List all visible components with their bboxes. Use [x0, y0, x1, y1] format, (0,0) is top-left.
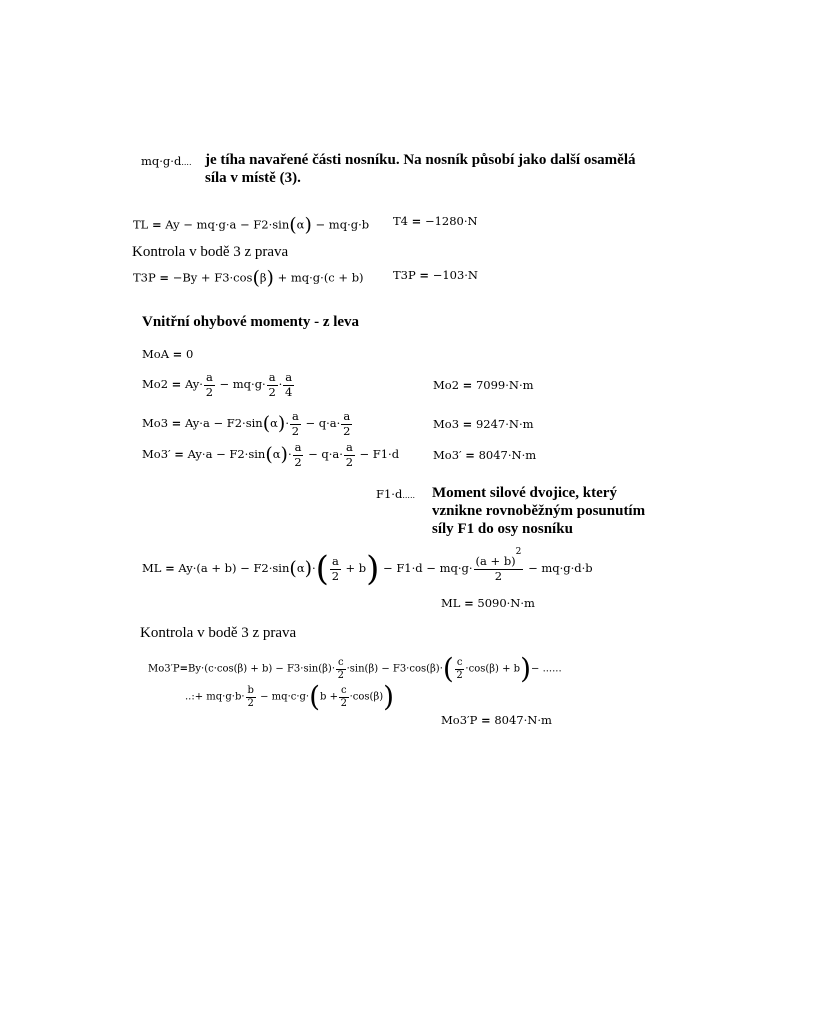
tl-alpha: α: [296, 217, 305, 232]
fraction: [455, 658, 465, 681]
denominator: 2: [331, 568, 340, 583]
mo3prime-lhs: Mo3′: [142, 447, 171, 461]
mo3-part-1: Ay·a − F2·sin: [184, 416, 263, 430]
numerator: a: [331, 554, 339, 568]
equals-sign: =: [464, 596, 474, 610]
mo3p-equation-line2: [185, 680, 395, 713]
mo3-lhs: Mo3: [142, 416, 169, 430]
equals-sign: =: [462, 417, 473, 431]
equals-sign: =: [171, 377, 182, 391]
mo3p-line2-part-3: b +: [320, 691, 339, 703]
mo3prime-part-2: ·: [287, 447, 292, 461]
denominator: 2: [494, 568, 503, 583]
mo3-alpha: α: [270, 416, 278, 430]
equals-sign: =: [172, 347, 183, 361]
numerator: a: [343, 409, 351, 423]
denominator: 2: [291, 423, 300, 438]
numerator: a: [268, 370, 276, 384]
ml-result-name: ML: [441, 596, 461, 610]
tl-rhs-1: Ay − mq·g·a − F2·sin: [165, 217, 290, 232]
equals-sign: =: [159, 270, 170, 285]
mo3p-line1-part-1: By·(c·cos(β) + b) − F3·sin(β)·: [188, 663, 335, 675]
ml-part-3: + b: [345, 561, 367, 575]
mo3prime-result-name: Mo3′: [433, 448, 462, 462]
mo2-result-name: Mo2: [433, 378, 460, 392]
paren-open: (: [289, 214, 297, 236]
fraction: [341, 411, 352, 437]
mo2-equation: [142, 372, 295, 398]
paren-close: ): [304, 214, 312, 236]
denominator: 2: [345, 454, 354, 469]
numerator: a: [294, 440, 302, 454]
fraction: [290, 411, 301, 437]
equals-sign: =: [171, 416, 182, 430]
mo3-result: [433, 419, 534, 431]
paren-close: ): [277, 412, 286, 435]
mo3p-line2-part-1: mq·g·b·: [206, 691, 245, 703]
mo2-part-2: − mq·g·: [219, 377, 266, 391]
mo2-part-3: ·: [278, 377, 283, 391]
mo3prime-result: [433, 450, 536, 462]
denominator: 2: [337, 669, 344, 681]
paren-open: (: [265, 443, 273, 466]
paren-open: (: [289, 557, 297, 580]
mo3p-line2-part-2: − mq·c·g·: [260, 691, 310, 703]
paren-close: ): [280, 443, 288, 466]
intro-paragraph: je tíha navařené části nosníku. Na nosník působí jako další osamělá síla v místě (3).: [205, 152, 636, 186]
equals-sign: =: [465, 448, 475, 462]
t3p-rhs-1: −By + F3·cos: [172, 270, 253, 285]
mo3p-line1-part-2: ·sin(β) − F3·cos(β)·: [346, 663, 443, 675]
paren-close: ): [366, 549, 380, 589]
tl-rhs-2: − mq·g·b: [315, 217, 370, 232]
denominator: 4: [285, 384, 293, 399]
equals-sign: =: [174, 447, 184, 461]
mo2-lhs: Mo2: [142, 377, 169, 391]
mo3-part-2: ·: [285, 416, 289, 430]
ml-alpha: α: [296, 561, 305, 575]
fraction: [344, 442, 355, 468]
numerator: c: [341, 684, 347, 696]
couple-symbol: [376, 489, 415, 501]
denominator: 2: [268, 384, 276, 399]
mo2-part-1: Ay·: [184, 377, 203, 391]
fraction: [339, 686, 349, 709]
paren-close: ): [304, 557, 313, 580]
symbol-text: mq·g·d: [141, 154, 182, 168]
mo3p-line2-continuation: ..:+: [185, 691, 204, 703]
ml-result: [441, 598, 535, 610]
paren-open: (: [309, 680, 321, 713]
equals-sign: =: [481, 713, 491, 727]
exponent: 2: [515, 547, 522, 557]
ml-lhs: ML: [142, 561, 162, 575]
equals-sign: =: [165, 561, 175, 575]
mo3-equation: [142, 411, 353, 437]
mo2-result: [433, 380, 534, 392]
fraction: [330, 556, 341, 582]
mo3prime-part-4: − F1·d: [359, 447, 400, 461]
fraction: [204, 372, 215, 398]
ml-part-4: − F1·d − mq·g·: [383, 561, 473, 575]
fraction: [283, 372, 294, 398]
mo3p-equation-line1: [148, 652, 562, 685]
couple-symbol-dots: .....: [402, 491, 416, 500]
ml-part-1: Ay·(a + b) − F2·sin: [178, 561, 290, 575]
paren-close: ): [383, 680, 395, 713]
mo3prime-part-3: − q·a·: [308, 447, 343, 461]
fraction: [474, 547, 524, 583]
moa-rhs: 0: [185, 347, 194, 361]
mo3p-line2-part-4: ·cos(β): [349, 691, 384, 703]
t3p-result-value: −103·N: [432, 268, 478, 282]
denominator: 2: [247, 697, 254, 709]
denominator: 2: [340, 697, 347, 709]
couple-paragraph: [432, 484, 662, 538]
tl-equation: [133, 216, 369, 235]
check-heading-2: Kontrola v bodě 3 z prava: [140, 625, 297, 641]
paren-open: (: [252, 267, 260, 289]
mo3p-result-value: 8047·N·m: [494, 713, 552, 727]
equals-sign: =: [151, 217, 162, 232]
paren-close: ): [266, 267, 274, 289]
couple-text-2: do osy nosníku: [474, 521, 573, 537]
t3p-lhs: T3P: [133, 270, 156, 285]
t3p-rhs-2: + mq·g·(c + b): [277, 270, 364, 285]
ml-result-value: 5090·N·m: [477, 596, 535, 610]
equals-sign: =: [411, 214, 422, 228]
t4-value: −1280·N: [424, 214, 478, 228]
fraction: [336, 658, 346, 681]
paren-open: (: [262, 412, 271, 435]
moments-heading: Vnitřní ohybové momenty - z leva: [142, 314, 360, 330]
tl-lhs: TL: [133, 217, 149, 232]
mo2-result-value: 7099·N·m: [475, 378, 534, 392]
numerator: a: [345, 440, 353, 454]
moa-lhs: MoA: [142, 347, 170, 361]
t3p-equation: [133, 269, 364, 288]
paren-close: ): [520, 652, 532, 685]
couple-text-1: Moment silové dvojice, který vznikne rovnoběžným posunutím síly: [432, 485, 646, 537]
t4-result: [393, 216, 478, 228]
mo3p-result: [441, 715, 552, 727]
numerator: b: [247, 684, 254, 696]
mo3p-line1-part-3: ·cos(β) + b: [465, 663, 521, 675]
denominator: 2: [205, 384, 214, 399]
check-heading-1: Kontrola v bodě 3 z prava: [132, 244, 289, 260]
mo3p-line1-tail: − ......: [531, 663, 562, 675]
mo3-part-3: − q·a·: [305, 416, 341, 430]
fraction: [267, 372, 278, 398]
t3p-beta: β: [259, 270, 267, 285]
symbol-dots: ....: [181, 158, 192, 167]
couple-text-f1: F1: [457, 521, 475, 537]
equals-sign: =: [462, 378, 473, 392]
denominator: 2: [456, 669, 463, 681]
numerator-text: (a + b): [475, 554, 516, 568]
couple-symbol-text: F1·d: [376, 487, 403, 501]
mo3p-lhs: Mo3′P: [148, 663, 180, 675]
ml-part-5: − mq·g·d·b: [528, 561, 593, 575]
ml-equation: [142, 547, 593, 589]
equals-sign: =: [419, 268, 430, 282]
mo3prime-result-value: 8047·N·m: [478, 448, 537, 462]
mo3prime-equation: [142, 442, 399, 468]
numerator: [474, 547, 524, 570]
moa-equation: [142, 349, 193, 361]
mo3prime-alpha: α: [272, 447, 281, 461]
mo3p-result-name: Mo3′P: [441, 713, 478, 727]
fraction: [246, 686, 256, 709]
ml-part-2: ·: [312, 561, 316, 575]
fraction: [293, 442, 304, 468]
mo3prime-part-1: Ay·a − F2·sin: [187, 447, 266, 461]
equals-sign: =: [179, 663, 189, 675]
paren-open: (: [442, 652, 454, 685]
paren-open: (: [315, 549, 329, 589]
numerator: c: [456, 656, 463, 668]
denominator: 2: [294, 454, 302, 469]
numerator: a: [285, 370, 293, 384]
mo3-result-value: 9247·N·m: [475, 417, 534, 431]
t3p-result-name: T3P: [393, 268, 416, 282]
t3p-result: [393, 270, 478, 282]
numerator: c: [338, 656, 344, 668]
denominator: 2: [343, 423, 351, 438]
numerator: a: [291, 409, 299, 423]
t4-name: T4: [393, 214, 408, 228]
numerator: a: [205, 370, 213, 384]
mo3-result-name: Mo3: [433, 417, 460, 431]
symbol-mqgd: [141, 156, 191, 168]
